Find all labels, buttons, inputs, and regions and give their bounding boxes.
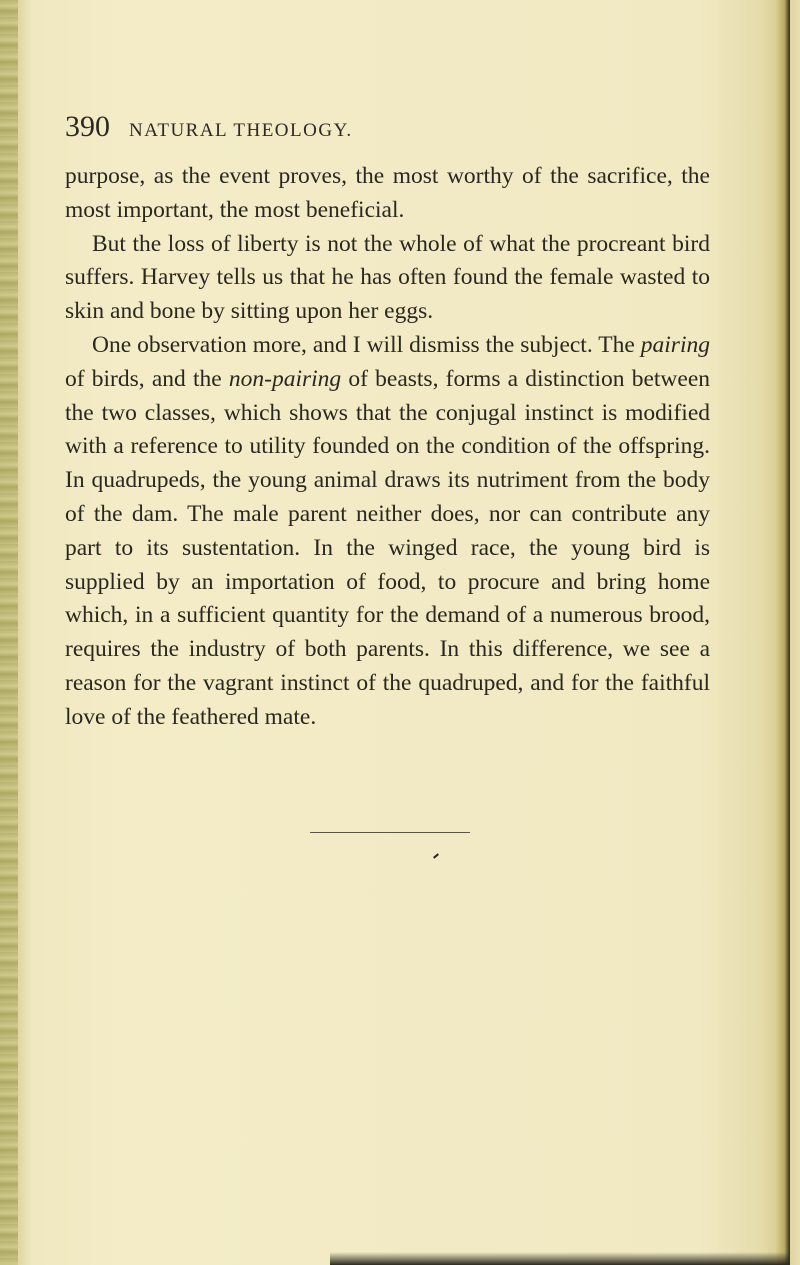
italic-text: pairing (640, 331, 710, 358)
page-bottom-shadow (330, 1252, 790, 1265)
paragraph (65, 160, 710, 228)
text-segment: of birds, and the (65, 365, 229, 392)
ink-mark (433, 853, 439, 858)
text-segment: One observation more, and I will dismiss the subject. The (92, 331, 641, 358)
body-text (65, 160, 710, 735)
paragraph (65, 228, 710, 329)
text-segment: But the loss of liberty is not the whole of what the procreant bird suffers. Harvey tells us that he has often found the female wasted to skin and bone by sitting upon her eggs. (65, 230, 710, 325)
running-head: NATURAL THEOLOGY. (129, 120, 353, 141)
paragraph (65, 329, 710, 735)
text-segment: purpose, as the event proves, the most worthy of the sacrifice, the most important, the most beneficial. (65, 163, 710, 223)
text-segment: of beasts, forms a distinction between the two classes, which shows that the conjugal instinct is modified with a reference to utility founded on the condition of the offspring. In quadrupeds, the young animal draws its nutriment from the body of the dam. The male parent neither does, nor can contribute any part to its sustentation. In the winged race, the young bird is supplied by an importation of food, to procure and bring home which, in a sufficient quantity for the demand of a numerous brood, requires the industry of both parents. In this difference, we see a reason for the vagrant instinct of the quadruped, and for the faithful love of the feathered mate. (65, 365, 711, 730)
page-edge-shadow (776, 0, 790, 1265)
page-binding-shadow (0, 0, 18, 1265)
page-header (65, 110, 705, 150)
page-number: 390 (65, 110, 110, 143)
section-rule (310, 832, 470, 833)
italic-text: non-pairing (228, 365, 342, 392)
